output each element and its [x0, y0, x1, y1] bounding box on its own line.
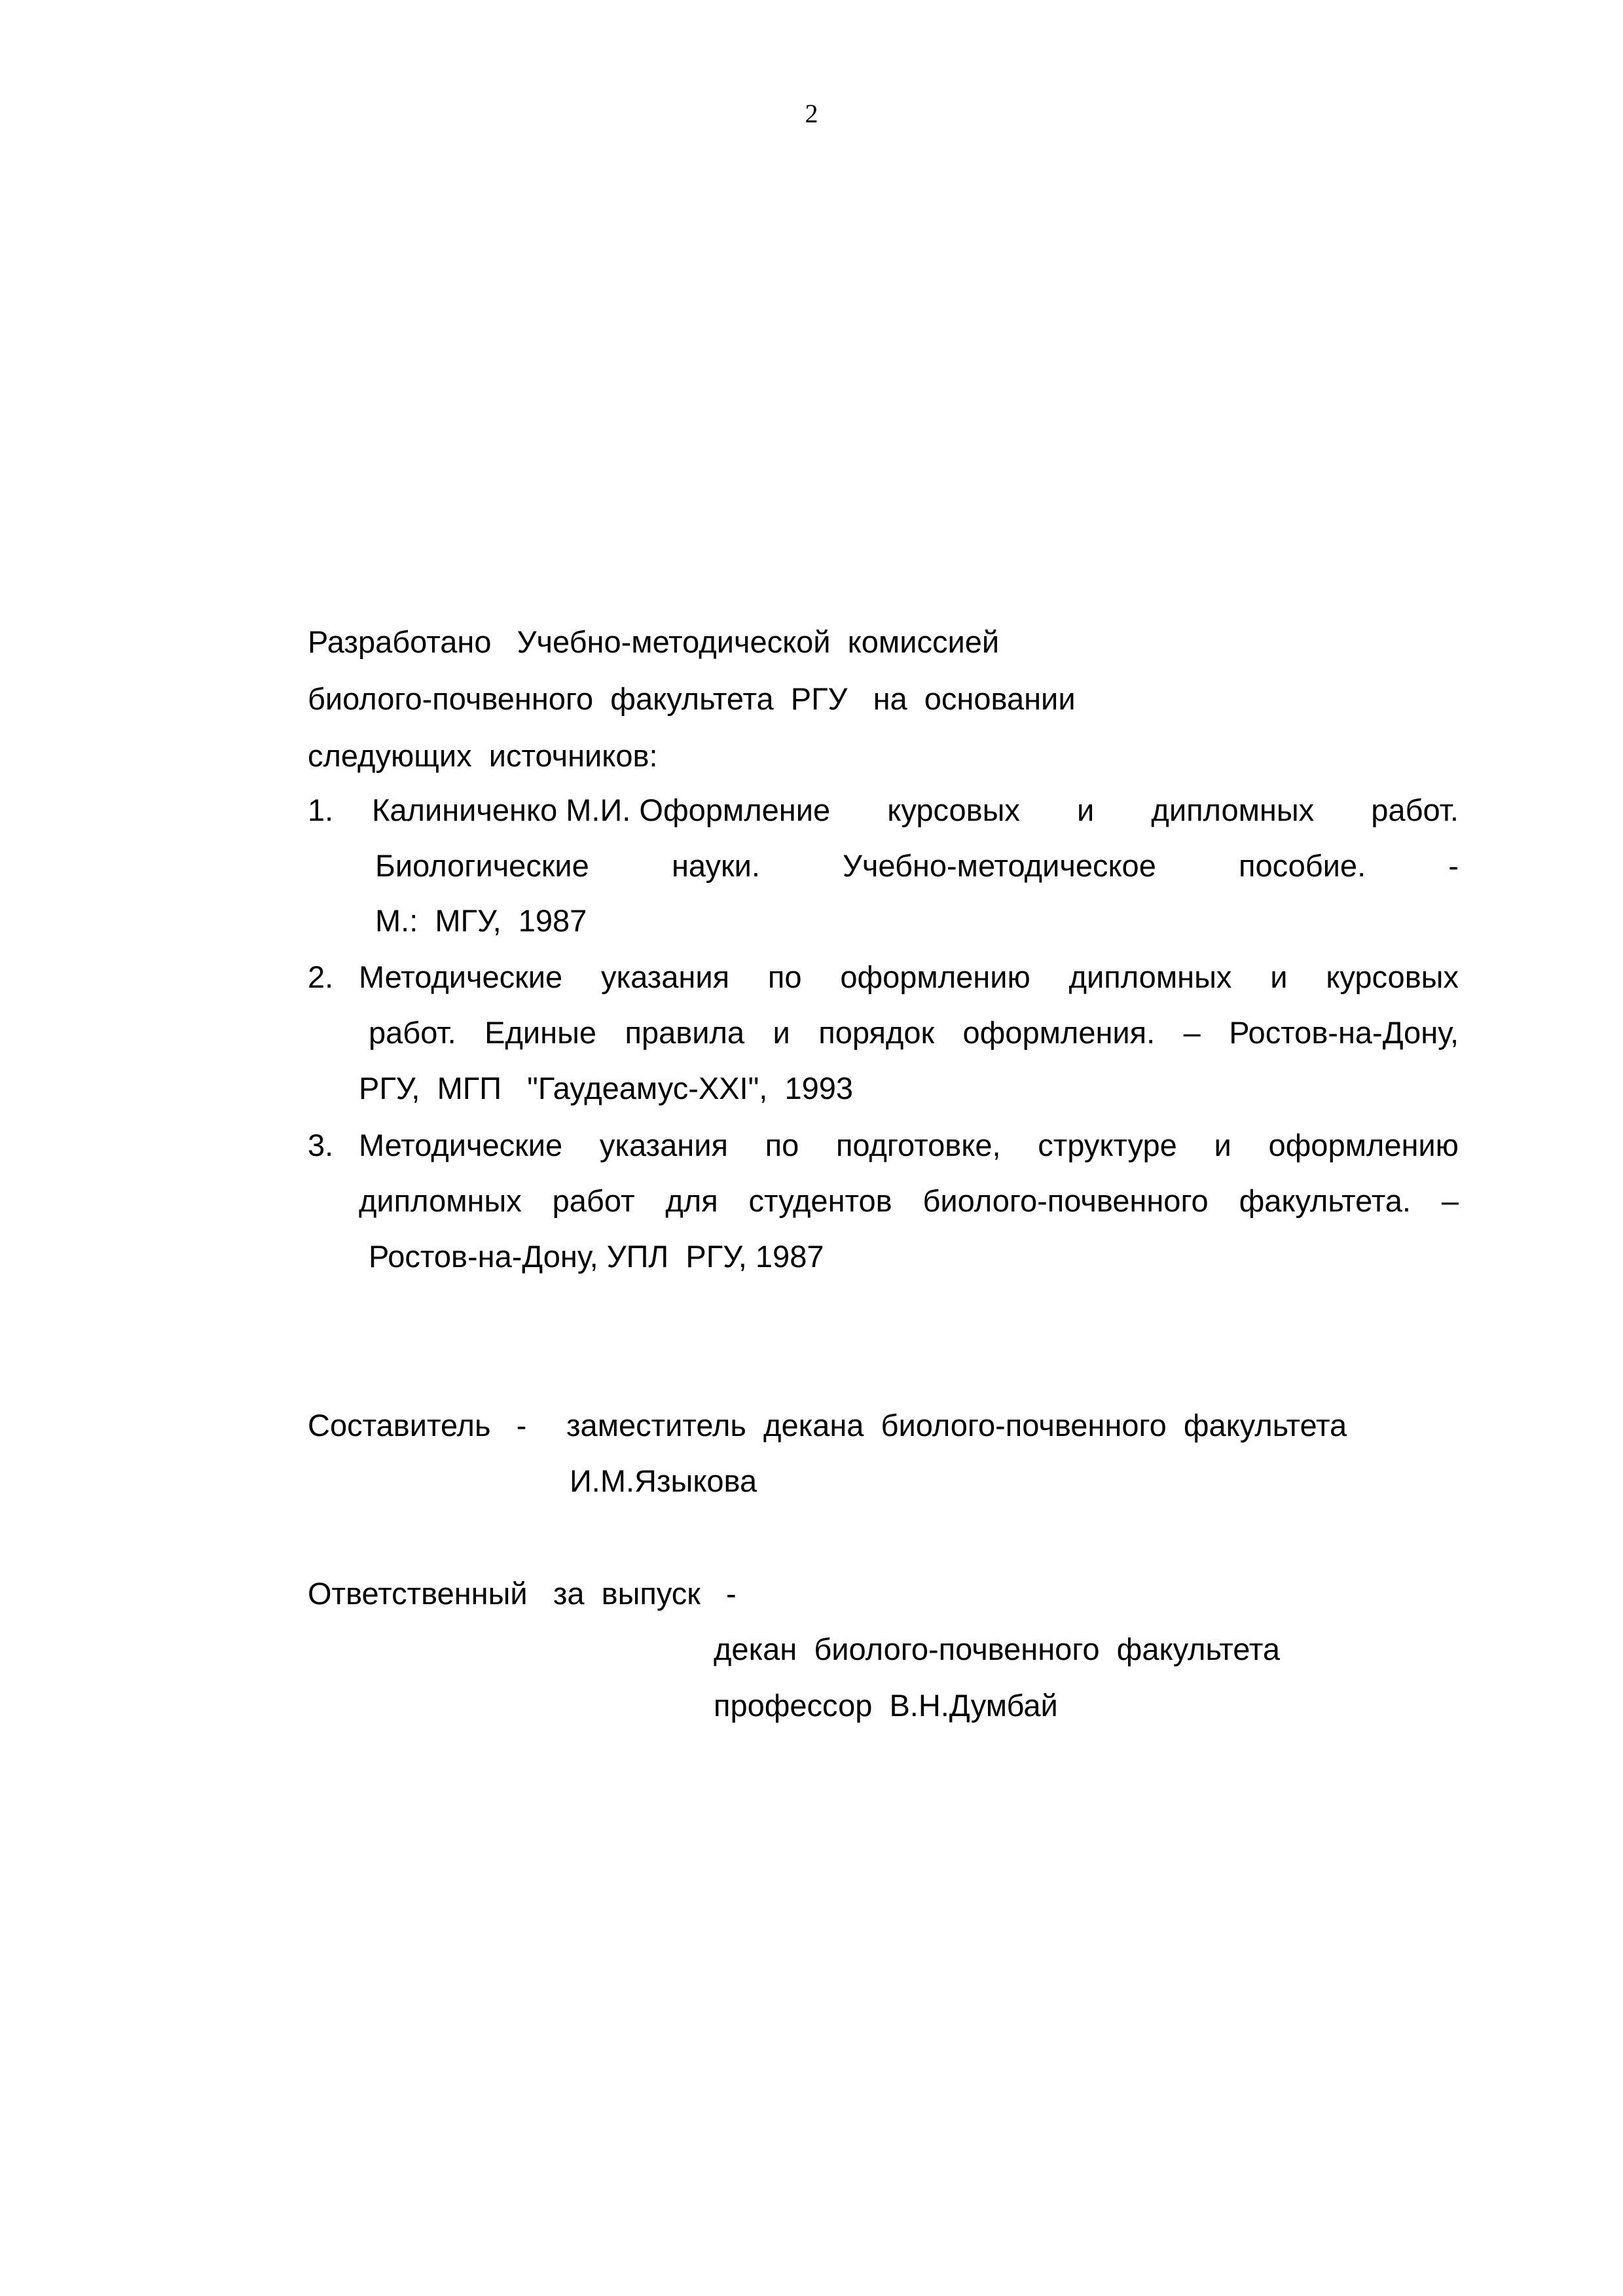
word: работ. — [1371, 793, 1459, 827]
word: пособие. — [1239, 848, 1366, 883]
source-3-number: 3. — [308, 1128, 334, 1162]
word: и — [773, 1015, 790, 1050]
word: оформления. — [962, 1015, 1156, 1050]
word: по — [765, 1128, 799, 1162]
source-2-line-2 — [369, 1013, 1459, 1052]
word: работ. — [369, 1015, 456, 1050]
compiler-label: Составитель - — [308, 1408, 527, 1443]
source-3-line-1 — [359, 1126, 1459, 1165]
word: факультета. — [1239, 1183, 1411, 1218]
source-2-line-1 — [359, 958, 1459, 997]
word: Методические — [359, 1128, 563, 1162]
intro-line-2: биолого-почвенного факультета РГУ на основании — [308, 681, 1076, 716]
word: дипломных — [1151, 793, 1315, 827]
word: курсовых — [1326, 960, 1459, 994]
page-number: 2 — [805, 99, 818, 128]
word: студентов — [748, 1183, 892, 1218]
source-2-number: 2. — [308, 960, 334, 994]
word: – — [1441, 1183, 1459, 1218]
compiler-name: И.М.Языкова — [570, 1463, 757, 1498]
word: биолого-почвенного — [922, 1183, 1209, 1218]
word: курсовых — [887, 793, 1020, 827]
word: Калиниченко М.И. Оформление — [372, 793, 831, 827]
word: правила — [625, 1015, 745, 1050]
word: и — [1270, 960, 1288, 994]
responsible-label: Ответственный за выпуск - — [308, 1576, 737, 1611]
source-1-line-3: М.: МГУ, 1987 — [375, 903, 587, 938]
word: Единые — [484, 1015, 597, 1050]
word: и — [1077, 793, 1095, 827]
word: Методические — [359, 960, 563, 994]
word: оформлению — [840, 960, 1030, 994]
word: науки. — [671, 848, 760, 883]
word: по — [767, 960, 802, 994]
responsible-role: декан биолого-почвенного факультета — [714, 1632, 1281, 1666]
source-1-number: 1. — [308, 793, 334, 827]
intro-line-3: следующих источников: — [308, 738, 658, 773]
source-3-line-2 — [359, 1181, 1459, 1221]
source-2-line-3: РГУ, МГП "Гаудеамус-XXI", 1993 — [359, 1071, 854, 1105]
word: подготовке, — [835, 1128, 1001, 1162]
word: дипломных — [359, 1183, 522, 1218]
source-1-line-2 — [375, 846, 1459, 886]
source-1-line-1 — [372, 791, 1459, 830]
word: работ — [552, 1183, 635, 1218]
word: - — [1448, 848, 1459, 883]
word: и — [1214, 1128, 1231, 1162]
word: структуре — [1038, 1128, 1177, 1162]
word: дипломных — [1068, 960, 1232, 994]
responsible-name: профессор В.Н.Думбай — [714, 1688, 1058, 1723]
source-3-line-3: Ростов-на-Дону, УПЛ РГУ, 1987 — [369, 1239, 824, 1274]
word: Биологические — [375, 848, 589, 883]
word: указания — [599, 1128, 728, 1162]
word: Учебно-методическое — [843, 848, 1156, 883]
compiler-role: заместитель декана биолого-почвенного факультета — [566, 1408, 1347, 1443]
word: указания — [600, 960, 730, 994]
word: порядок — [818, 1015, 935, 1050]
word: для — [665, 1183, 718, 1218]
word: оформлению — [1268, 1128, 1459, 1162]
word: Ростов-на-Дону, — [1229, 1015, 1459, 1050]
intro-line-1: Разработано Учебно-методической комиссией — [308, 624, 1000, 659]
word: – — [1183, 1015, 1201, 1050]
